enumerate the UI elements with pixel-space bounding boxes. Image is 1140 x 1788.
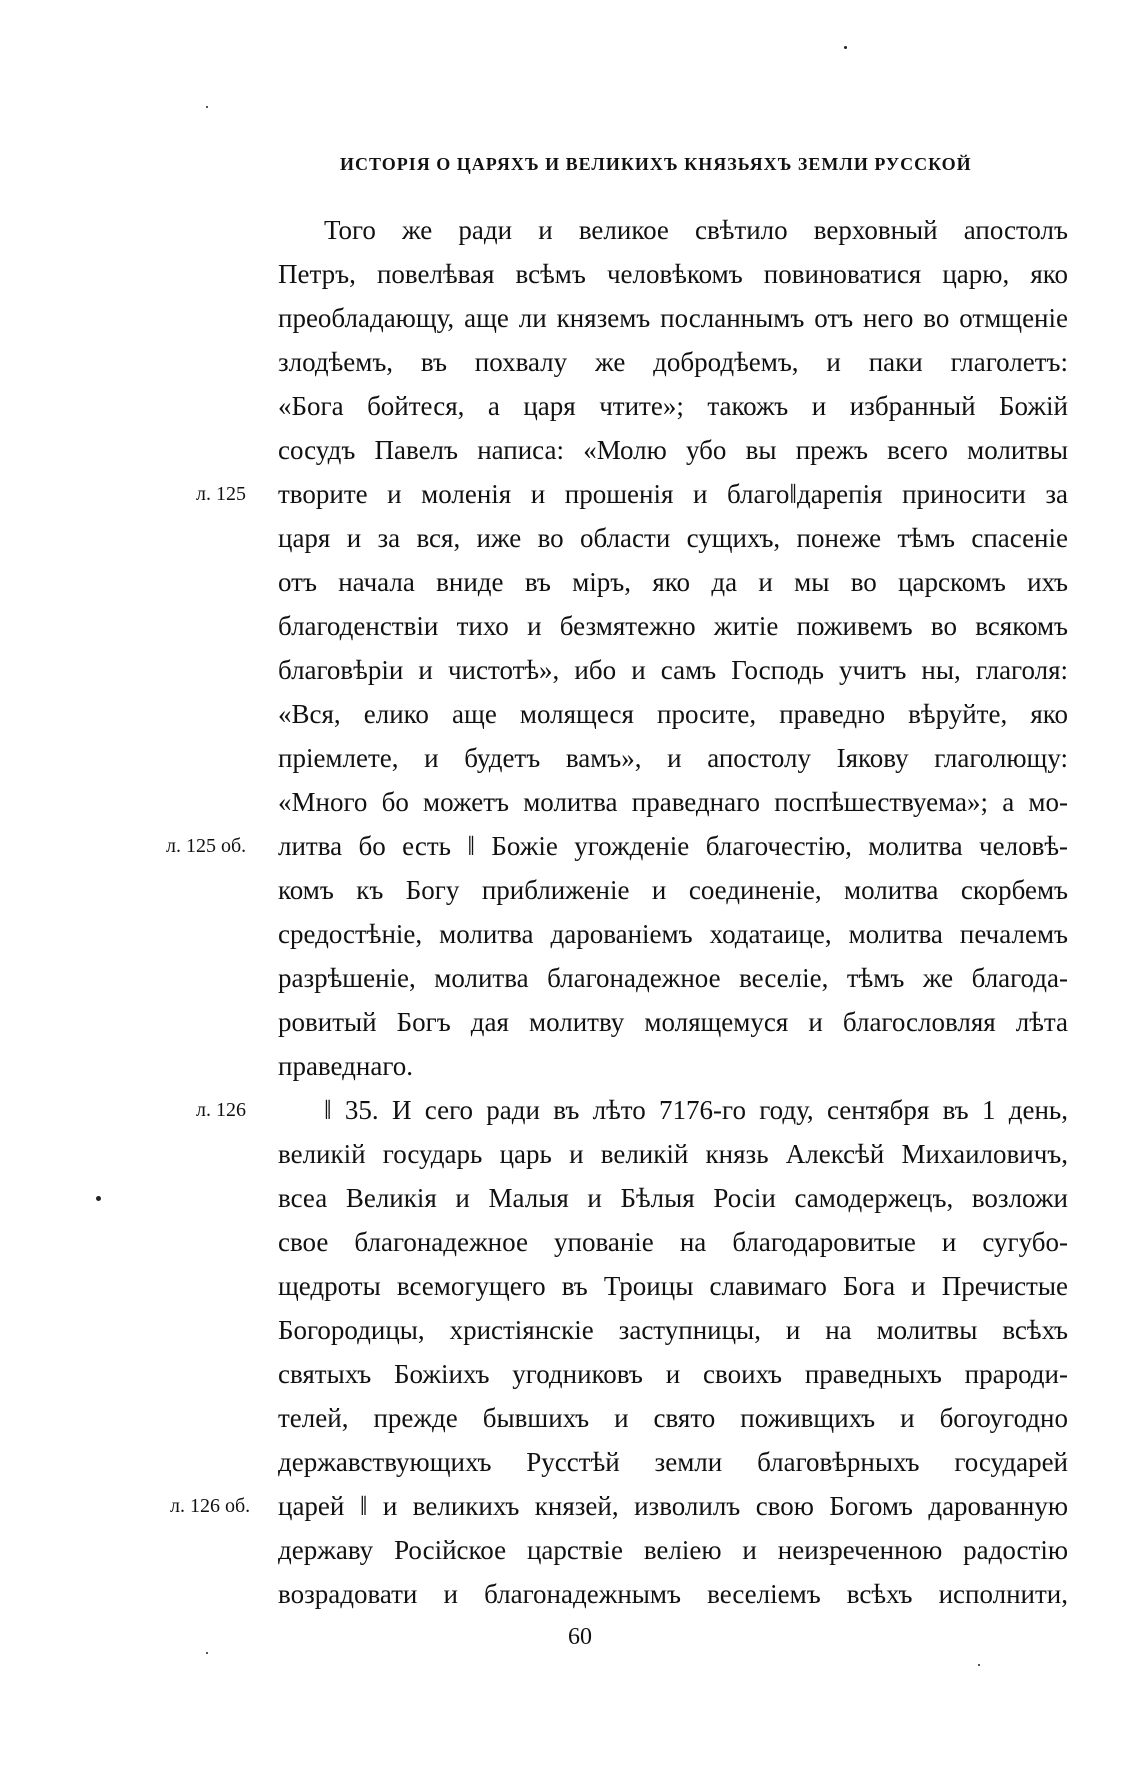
text-line: царя и за вся, иже во области сущихъ, понеже тѣмъ спасеніе bbox=[278, 523, 1068, 553]
text-line: царей ‖ и великихъ князей, изволилъ свою Богомъ дарованную bbox=[278, 1491, 1068, 1521]
paper-speck bbox=[978, 1664, 980, 1666]
text-line: «Много бо можетъ молитва праведнаго поспѣшествуема»; а мо- bbox=[278, 787, 1068, 817]
text-line: средостѣніе, молитва дарованіемъ ходатаице, молитва печалемъ bbox=[278, 919, 1068, 949]
text-line: великій государь царь и великій князь Алексѣй Михаиловичъ, bbox=[278, 1139, 1068, 1169]
paper-speck bbox=[96, 1196, 101, 1201]
text-line: Петръ, повелѣвая всѣмъ человѣкомъ повиноватися царю, яко bbox=[278, 259, 1068, 289]
paper-speck bbox=[206, 1652, 208, 1654]
text-line: ‖ 35. И сего ради въ лѣто 7176-го году, сентября въ 1 день, bbox=[324, 1095, 1068, 1125]
text-line: преобладающу, аще ли княземъ посланнымъ отъ него во отмщеніе bbox=[278, 303, 1068, 333]
text-line: благовѣріи и чистотѣ», ибо и самъ Господь учитъ ны, глаголя: bbox=[278, 655, 1068, 685]
text-line: отъ начала вниде въ міръ, яко да и мы во царскомъ ихъ bbox=[278, 567, 1068, 597]
running-head: ИСТОРІЯ О ЦАРЯХЪ И ВЕЛИКИХЪ КНЯЗЬЯХЪ ЗЕМЛИ РУССКОЙ bbox=[340, 154, 972, 174]
text-line: литва бо есть ‖ Божіе угожденіе благочестію, молитва человѣ- bbox=[278, 831, 1068, 861]
text-line: злодѣемъ, въ похвалу же добродѣемъ, и паки глаголетъ: bbox=[278, 347, 1068, 377]
text-line: всеа Великія и Малыя и Бѣлыя Росіи самодержецъ, возложи bbox=[278, 1183, 1068, 1213]
folio-note-126: л. 126 bbox=[196, 1099, 246, 1121]
text-line: ровитый Богъ дая молитву молящемуся и благословляя лѣта bbox=[278, 1007, 1068, 1037]
text-line: щедроты всемогущего въ Троицы славимаго Бога и Пречистые bbox=[278, 1271, 1068, 1301]
text-line: благоденствіи тихо и безмятежно житіе поживемъ во всякомъ bbox=[278, 611, 1068, 641]
text-line: державу Російское царствіе веліею и неизреченною радостію bbox=[278, 1535, 1068, 1565]
text-line: «Бога бойтеся, а царя чтите»; такожъ и избранный Божій bbox=[278, 391, 1068, 421]
paper-speck bbox=[206, 106, 208, 108]
text-line: свое благонадежное упованіе на благодаровитые и сугубо- bbox=[278, 1227, 1068, 1257]
page-number: 60 bbox=[568, 1624, 592, 1650]
folio-note-125: л. 125 bbox=[196, 483, 246, 505]
paper-speck bbox=[844, 46, 847, 49]
text-line: пріемлете, и будетъ вамъ», и апостолу Іякову глаголющу: bbox=[278, 743, 1068, 773]
text-line: сосудъ Павелъ написа: «Молю убо вы прежъ всего молитвы bbox=[278, 435, 1068, 465]
text-line: праведнаго. bbox=[278, 1051, 413, 1081]
text-line: Того же ради и великое свѣтило верховный апостолъ bbox=[324, 215, 1068, 245]
text-line: творите и моленія и прошенія и благо‖дарепія приносити за bbox=[278, 479, 1068, 509]
text-line: телей, прежде бывшихъ и свято поживщихъ и богоугодно bbox=[278, 1403, 1068, 1433]
text-line: святыхъ Божіихъ угодниковъ и своихъ праведныхъ прароди- bbox=[278, 1359, 1068, 1389]
text-line: державствующихъ Русстѣй земли благовѣрныхъ государей bbox=[278, 1447, 1068, 1477]
text-line: «Вся, елико аще молящеся просите, праведно вѣруйте, яко bbox=[278, 699, 1068, 729]
text-line: Богородицы, христіянскіе заступницы, и на молитвы всѣхъ bbox=[278, 1315, 1068, 1345]
text-line: разрѣшеніе, молитва благонадежное веселіе, тѣмъ же благода- bbox=[278, 963, 1068, 993]
text-line: возрадовати и благонадежнымъ веселіемъ всѣхъ исполнити, bbox=[278, 1579, 1068, 1609]
text-line: комъ къ Богу приближеніе и соединеніе, молитва скорбемъ bbox=[278, 875, 1068, 905]
folio-note-125-verso: л. 125 об. bbox=[166, 835, 247, 857]
folio-note-126-verso: л. 126 об. bbox=[170, 1495, 251, 1517]
